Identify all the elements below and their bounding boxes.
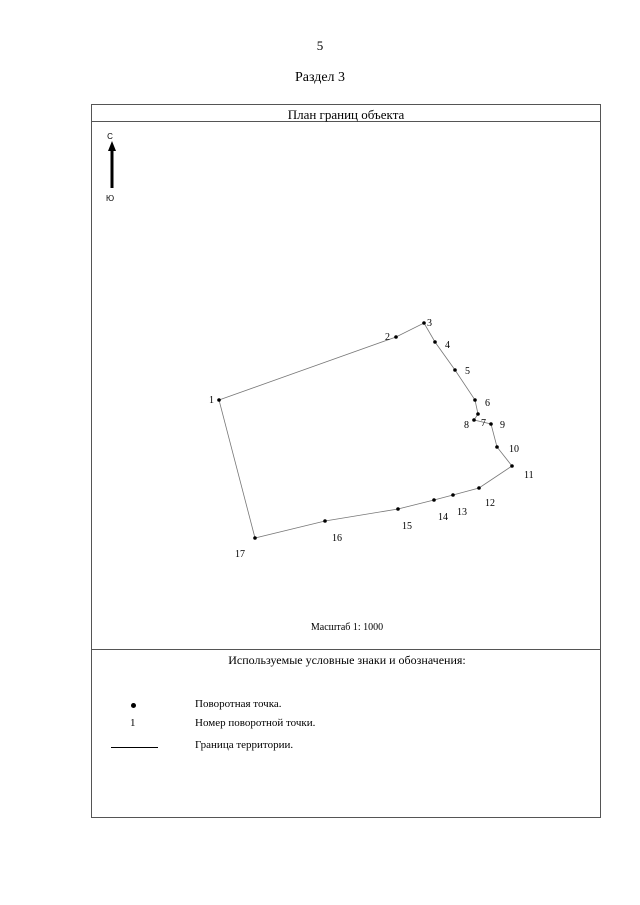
turning-point-label-5: 5: [465, 366, 470, 377]
legend-label: Поворотная точка.: [195, 698, 282, 710]
compass-south-label: Ю: [105, 194, 115, 203]
turning-point-label-17: 17: [235, 549, 245, 560]
legend-label: Номер поворотной точки.: [195, 717, 316, 729]
plan-title: План границ объекта: [92, 105, 600, 122]
turning-point-13: [451, 493, 455, 497]
page-number: 5: [316, 38, 324, 53]
turning-point-label-10: 10: [509, 444, 519, 455]
legend-divider: [92, 649, 600, 650]
turning-point-label-7: 7: [481, 418, 486, 429]
turning-point-8: [472, 418, 476, 422]
turning-point-label-3: 3: [427, 318, 432, 329]
turning-point-15: [396, 507, 400, 511]
turning-point-label-1: 1: [209, 395, 214, 406]
turning-point-17: [253, 536, 257, 540]
compass-north-label: С: [107, 132, 113, 141]
turning-point-label-6: 6: [485, 398, 490, 409]
turning-point-16: [323, 519, 327, 523]
turning-point-label-11: 11: [524, 470, 534, 481]
turning-point-label-2: 2: [385, 332, 390, 343]
turning-point-2: [394, 335, 398, 339]
turning-point-label-13: 13: [457, 507, 467, 518]
turning-point-label-9: 9: [500, 420, 505, 431]
point-number-symbol: 1: [130, 717, 136, 729]
turning-point-12: [477, 486, 481, 490]
turning-point-10: [495, 445, 499, 449]
turning-point-label-4: 4: [445, 340, 450, 351]
turning-point-3: [422, 321, 426, 325]
boundary-line-symbol-icon: [92, 739, 182, 753]
turning-point-label-14: 14: [438, 512, 448, 523]
turning-point-6: [473, 398, 477, 402]
turning-point-14: [432, 498, 436, 502]
turning-point-symbol-icon: [92, 698, 182, 712]
turning-point-7: [476, 412, 480, 416]
turning-point-9: [489, 422, 493, 426]
turning-points: [209, 318, 534, 560]
legend-title: Используемые условные знаки и обозначения:: [228, 653, 466, 667]
turning-point-label-15: 15: [402, 521, 412, 532]
turning-point-11: [510, 464, 514, 468]
turning-point-4: [433, 340, 437, 344]
plan-frame: [91, 104, 601, 818]
scale-label: Масштаб 1: 1000: [310, 622, 384, 633]
section-title: Раздел 3: [294, 70, 346, 85]
turning-point-label-8: 8: [464, 420, 469, 431]
turning-point-label-12: 12: [485, 498, 495, 509]
turning-point-label-16: 16: [332, 533, 342, 544]
turning-point-5: [453, 368, 457, 372]
turning-point-1: [217, 398, 221, 402]
legend-label: Граница территории.: [195, 739, 294, 751]
boundary-plan: [92, 105, 600, 645]
north-arrow-icon: [106, 132, 116, 203]
